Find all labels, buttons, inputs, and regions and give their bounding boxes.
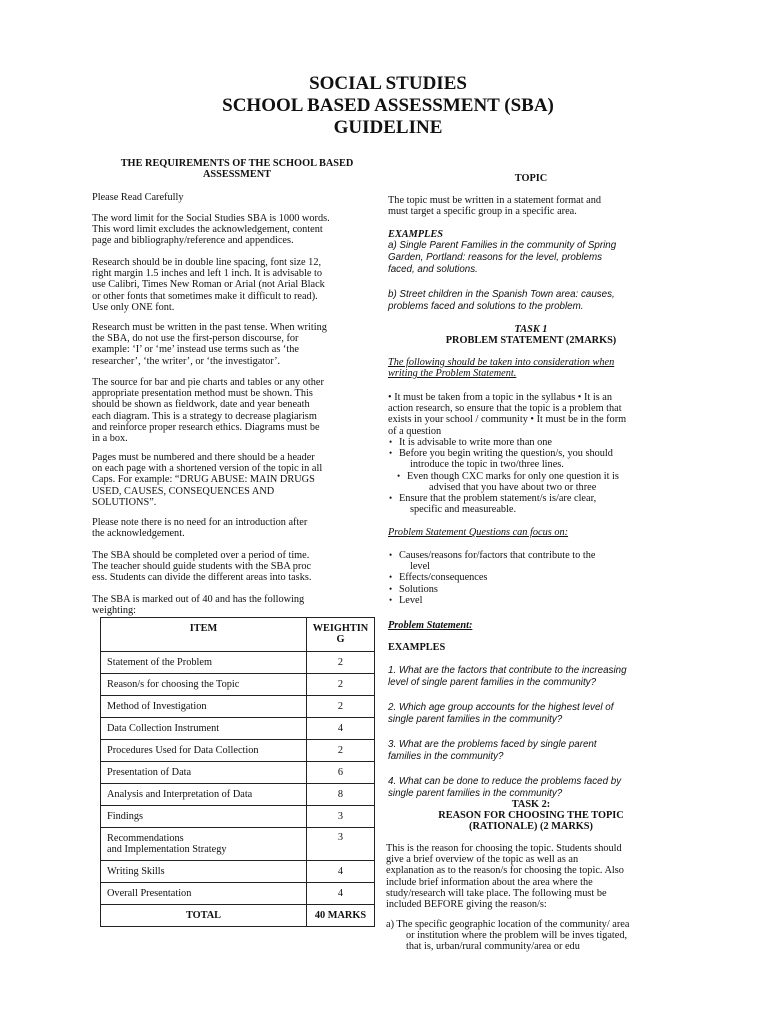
header-item: ITEM (101, 618, 307, 652)
text-line: Garden, Portland: reasons for the level, problems (388, 252, 603, 263)
list-item (388, 437, 678, 448)
bullet-text: It is an (583, 392, 612, 403)
weight-cell: 2 (307, 696, 375, 718)
text-line: Research must be written in the past tense. When writing (92, 322, 327, 333)
item-cell: Reason/s for choosing the Topic (101, 674, 307, 696)
weight-cell: 4 (307, 718, 375, 740)
weight-cell: 3 (307, 806, 375, 828)
text-line: each diagram. This is a strategy to decrease plagiarism (92, 410, 317, 422)
text-line: level of single parent families in the community? (388, 677, 597, 688)
table-row (101, 784, 375, 806)
text-line: ess. Students can divide the different areas into tasks. (92, 572, 312, 584)
text-line: the SBA, do not use the first-person discourse, for (92, 333, 299, 345)
item-cell: Method of Investigation (101, 696, 307, 718)
text-line: 3. What are the problems faced by single parent (388, 739, 597, 750)
text-line: problems faced and solutions to the problem. (388, 301, 584, 312)
text-line: single parent families in the community? (388, 714, 563, 725)
text-line: specific and measureable. (410, 504, 517, 516)
item-cell: Findings (101, 806, 307, 828)
weight-cell: 4 (307, 861, 375, 883)
text-line: SOLUTIONS”. (92, 496, 157, 508)
list-item (388, 595, 678, 606)
text-line: Research should be in double line spacing, font size 12, (92, 257, 322, 268)
text-line: use Calibri, Times New Roman or Arial (not Arial Black (92, 279, 325, 291)
page-title-line2: SCHOOL BASED ASSESSMENT (SBA) (222, 95, 554, 116)
header-weighting (307, 618, 375, 652)
weight-cell: 6 (307, 762, 375, 784)
weight-cell: 8 (307, 784, 375, 806)
text-line: • Effects/consequences (399, 572, 488, 584)
text-line: the acknowledgement. (92, 528, 185, 540)
text-line: Pages must be numbered and there should be a header (92, 452, 315, 463)
item-cell: Statement of the Problem (101, 652, 307, 674)
text-line: The source for bar and pie charts and tables or any other (92, 377, 324, 388)
problem-statement-heading: Problem Statement: (388, 620, 473, 631)
bullet-text: exists in your school / community (388, 414, 528, 426)
focus-list (388, 550, 678, 606)
requirements-heading-line1: THE REQUIREMENTS OF THE SCHOOL BASED (120, 158, 354, 169)
task2-label: TASK 2: (511, 799, 551, 810)
syllabus-bullet-block (388, 392, 678, 437)
task1-title: PROBLEM STATEMENT (2MARKS) (445, 335, 617, 347)
example-question-1 (388, 665, 678, 689)
text-line: a) The specific geographic location of the community/ area (386, 919, 630, 930)
text-line: that is, urban/rural community/area or edu (406, 941, 580, 953)
list-item (396, 471, 686, 493)
table-row (101, 696, 375, 718)
task2-title-line2: (RATIONALE) (2 MARKS) (469, 821, 593, 833)
text-line: The SBA should be completed over a period of time. (92, 550, 310, 561)
problem-statement-bullets (388, 437, 678, 515)
page-title-line1: SOCIAL STUDIES (309, 73, 467, 94)
text-line: writing the Problem Statement. (388, 368, 517, 380)
text-line: The SBA is marked out of 40 and has the following (92, 594, 305, 605)
table-row (101, 674, 375, 696)
item-line: Recommendations (107, 832, 184, 844)
text-line: study/research will take place. The following must be (386, 887, 607, 899)
text-line: should be shown as fieldwork, date and year beneath (92, 399, 310, 411)
text-line: researcher’, ‘the writer’, or ‘the investigator’. (92, 355, 281, 367)
text-line: • Solutions (399, 583, 438, 595)
text-line: • Level (399, 594, 423, 606)
text-line: This is the reason for choosing the topic. Students should (386, 843, 622, 854)
text-line: This word limit excludes the acknowledgement, content (92, 224, 323, 236)
text-line: Caps. For example: “DRUG ABUSE: MAIN DRUGS (92, 474, 315, 486)
text-line: The teacher should guide students with the SBA proc (92, 561, 312, 573)
text-line: must target a specific group in a specific area. (388, 206, 577, 218)
example-question-2 (388, 702, 678, 726)
weighting-table (100, 617, 375, 927)
table-row (101, 861, 375, 883)
task2-title-line1: REASON FOR CHOOSING THE TOPIC (438, 810, 624, 822)
item-cell: Data Collection Instrument (101, 718, 307, 740)
list-item (388, 493, 678, 515)
text-line: on each page with a shortened version of the topic in all (92, 463, 323, 475)
weight-cell: 2 (307, 740, 375, 762)
please-read-note: Please Read Carefully (92, 192, 184, 203)
paragraph-page-numbers (92, 452, 370, 508)
text-line: and reinforce proper research ethics. Diagrams must be (92, 421, 320, 433)
table-row (101, 762, 375, 784)
text-line: 1. What are the factors that contribute to the increasing (388, 665, 627, 676)
item-cell: Analysis and Interpretation of Data (101, 784, 307, 806)
list-item (388, 584, 678, 595)
examples2-heading: EXAMPLES (388, 642, 446, 653)
text-line: • Even though CXC marks for only one question it is (407, 470, 619, 482)
text-line: explanation as to the reason/s for choosing the topic. Also (386, 865, 624, 877)
table-row (101, 883, 375, 905)
weight-cell: 2 (307, 652, 375, 674)
text-line: advised that you have about two or three (429, 481, 597, 493)
text-line: right margin 1.5 inches and left 1 inch. It is advisable to (92, 268, 323, 280)
total-label: TOTAL (101, 905, 307, 927)
requirements-heading (92, 158, 382, 180)
text-line: 2. Which age group accounts for the highest level of (388, 702, 614, 713)
paragraph-formatting (92, 257, 370, 313)
item-line: and Implementation Strategy (107, 844, 227, 855)
reason-a (386, 919, 676, 953)
text-line: faced, and solutions. (388, 264, 478, 275)
consider-text (388, 357, 678, 379)
text-line: • Causes/reasons for/factors that contribute to the (399, 550, 596, 561)
item-cell: Presentation of Data (101, 762, 307, 784)
text-line: Please note there is no need for an introduction after (92, 517, 308, 528)
topic-text (388, 195, 678, 217)
table-row (101, 806, 375, 828)
paragraph-sources (92, 377, 370, 444)
text-line: give a brief overview of the topic as well as an (386, 854, 579, 866)
text-line: families in the community? (388, 751, 504, 762)
text-line: level (410, 561, 431, 573)
text-line: Use only ONE font. (92, 301, 175, 313)
text-line: exists in your school / community • It must be in the form (388, 414, 627, 426)
table-total-row (101, 905, 375, 927)
text-line: • Ensure that the problem statement/s is/are clear, (399, 493, 597, 505)
weight-cell: 3 (307, 828, 375, 861)
table-row (101, 828, 375, 861)
header-weighting-line1: WEIGHTIN (312, 623, 369, 634)
text-line: include brief information about the area where the (386, 876, 593, 888)
task1-label: TASK 1 (514, 324, 548, 335)
list-item (388, 448, 678, 470)
list-item (388, 550, 678, 572)
weight-cell: 4 (307, 883, 375, 905)
example-question-4 (388, 776, 678, 800)
item-cell: Procedures Used for Data Collection (101, 740, 307, 762)
text-line: • Before you begin writing the question/s, you should (399, 448, 613, 460)
table-row (101, 740, 375, 762)
topic-heading: TOPIC (514, 173, 548, 184)
text-line: or other fonts that sometimes make it difficult to read). (92, 290, 318, 302)
text-line: • It is advisable to write more than one (399, 437, 552, 448)
weight-cell: 2 (307, 674, 375, 696)
text-line: appropriate presentation method must be shown. This (92, 388, 313, 400)
examples-heading: EXAMPLES (388, 229, 443, 240)
text-line: b) Street children in the Spanish Town area: causes, (388, 289, 615, 300)
text-line: The topic must be written in a statement format and (388, 195, 602, 206)
paragraph-marking (92, 594, 370, 616)
paragraph-completion (92, 550, 370, 584)
paragraph-past-tense (92, 322, 370, 367)
table-row (101, 652, 375, 674)
text-line: The following should be taken into consideration when (388, 357, 615, 368)
item-cell (101, 828, 307, 861)
text-line: example: ‘I’ or ‘me’ instead use terms such as ‘the (92, 344, 299, 356)
text-line: a) Single Parent Families in the community of Spring (388, 240, 617, 251)
text-line: The word limit for the Social Studies SBA is 1000 words. (92, 213, 330, 224)
table-row (101, 718, 375, 740)
text-line: single parent families in the community? (388, 788, 563, 799)
text-line: in a box. (92, 433, 128, 445)
table-header-row (101, 618, 375, 652)
text-line: included BEFORE giving the reason/s: (386, 899, 547, 911)
text-line: 4. What can be done to reduce the problems faced by (388, 776, 622, 787)
paragraph-introduction (92, 517, 370, 539)
text-line: action research, so ensure that the topic is a problem that (388, 403, 622, 415)
text-line: USED, CAUSES, CONSEQUENCES AND (92, 485, 275, 497)
total-value: 40 MARKS (307, 905, 375, 927)
bullet-text: It must be taken from a topic in the syllabus (394, 392, 576, 403)
item-cell: Writing Skills (101, 861, 307, 883)
list-item (388, 572, 678, 583)
text-line: weighting: (92, 605, 137, 617)
item-cell: Overall Presentation (101, 883, 307, 905)
text-line: of a question (388, 425, 442, 437)
focus-heading: Problem Statement Questions can focus on: (388, 527, 569, 538)
task1-heading (388, 324, 674, 346)
text-line: • It must be taken from a topic in the syllabus • It is an (388, 392, 612, 403)
text-line: page and bibliography/reference and appendices. (92, 235, 294, 247)
example-b (388, 289, 678, 313)
page-title-line3: GUIDELINE (333, 117, 443, 138)
requirements-heading-line2: ASSESSMENT (202, 169, 272, 181)
paragraph-word-limit (92, 213, 370, 247)
header-weighting-line2: G (336, 634, 345, 646)
text-line: or institution where the problem will be inves tigated, (406, 930, 628, 942)
example-a (388, 240, 678, 276)
text-line: introduce the topic in two/three lines. (410, 459, 564, 471)
example-question-3 (388, 739, 678, 763)
bullet-text: It must be in the form (536, 414, 627, 426)
rationale-paragraph (386, 843, 676, 910)
task2-heading (388, 799, 674, 833)
